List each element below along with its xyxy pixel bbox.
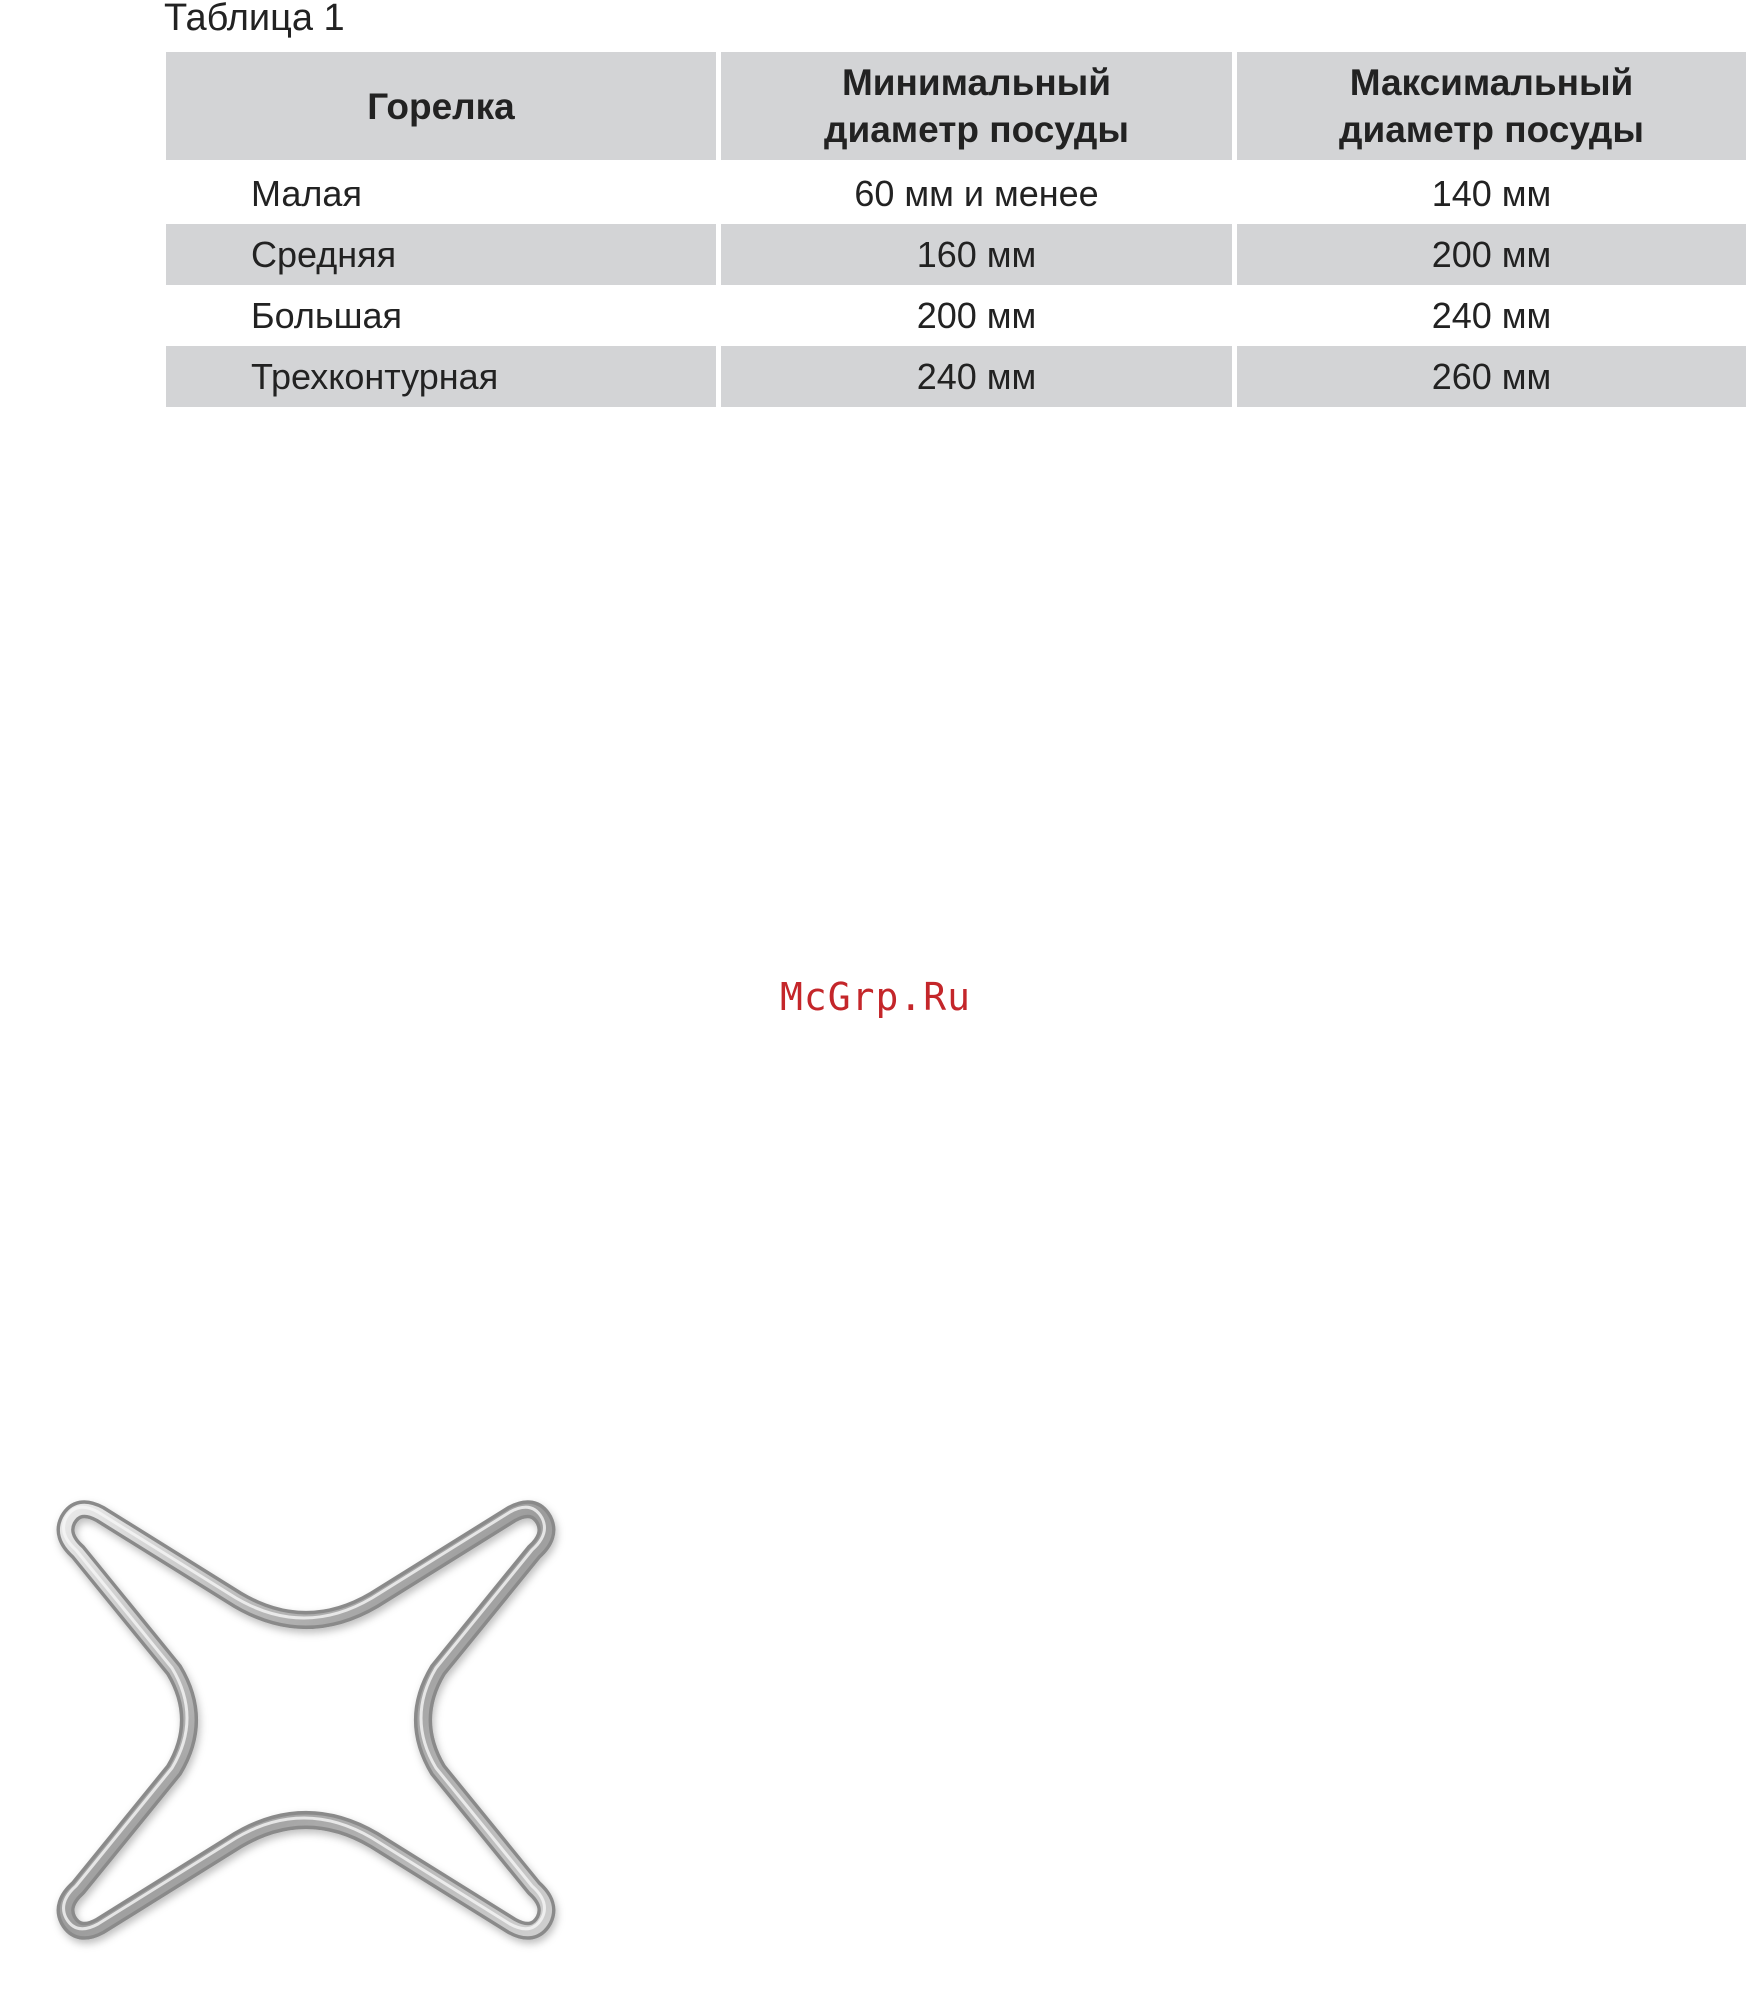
row-max-diameter: 260 мм xyxy=(1237,346,1746,407)
table-row xyxy=(166,285,1746,346)
table-row xyxy=(166,346,1746,407)
row-burner-name: Средняя xyxy=(166,224,716,285)
row-burner-name: Трехконтурная xyxy=(166,346,716,407)
row-min-diameter: 60 мм и менее xyxy=(854,172,1099,214)
table-row xyxy=(166,224,1746,285)
wok-trivet-icon xyxy=(28,1480,584,1960)
row-max-diameter: 140 мм xyxy=(1431,172,1552,214)
header-burner: Горелка xyxy=(166,52,716,163)
header-min-diameter: Минимальный диаметр посуды xyxy=(721,52,1232,163)
burner-cookware-table xyxy=(161,52,1751,407)
row-min-diameter: 240 мм xyxy=(721,346,1232,407)
row-min-diameter: 200 мм xyxy=(916,294,1037,336)
table-caption: Таблица 1 xyxy=(164,0,345,39)
header-max-diameter: Максимальный диаметр посуды xyxy=(1237,52,1746,163)
row-min-diameter: 160 мм xyxy=(721,224,1232,285)
table-header-row xyxy=(166,52,1746,163)
table-row xyxy=(166,163,1746,224)
row-burner-name: Большая xyxy=(251,294,403,336)
row-burner-name: Малая xyxy=(251,172,362,214)
watermark: McGrp.Ru xyxy=(780,975,972,1019)
row-max-diameter: 200 мм xyxy=(1237,224,1746,285)
row-max-diameter: 240 мм xyxy=(1431,294,1552,336)
